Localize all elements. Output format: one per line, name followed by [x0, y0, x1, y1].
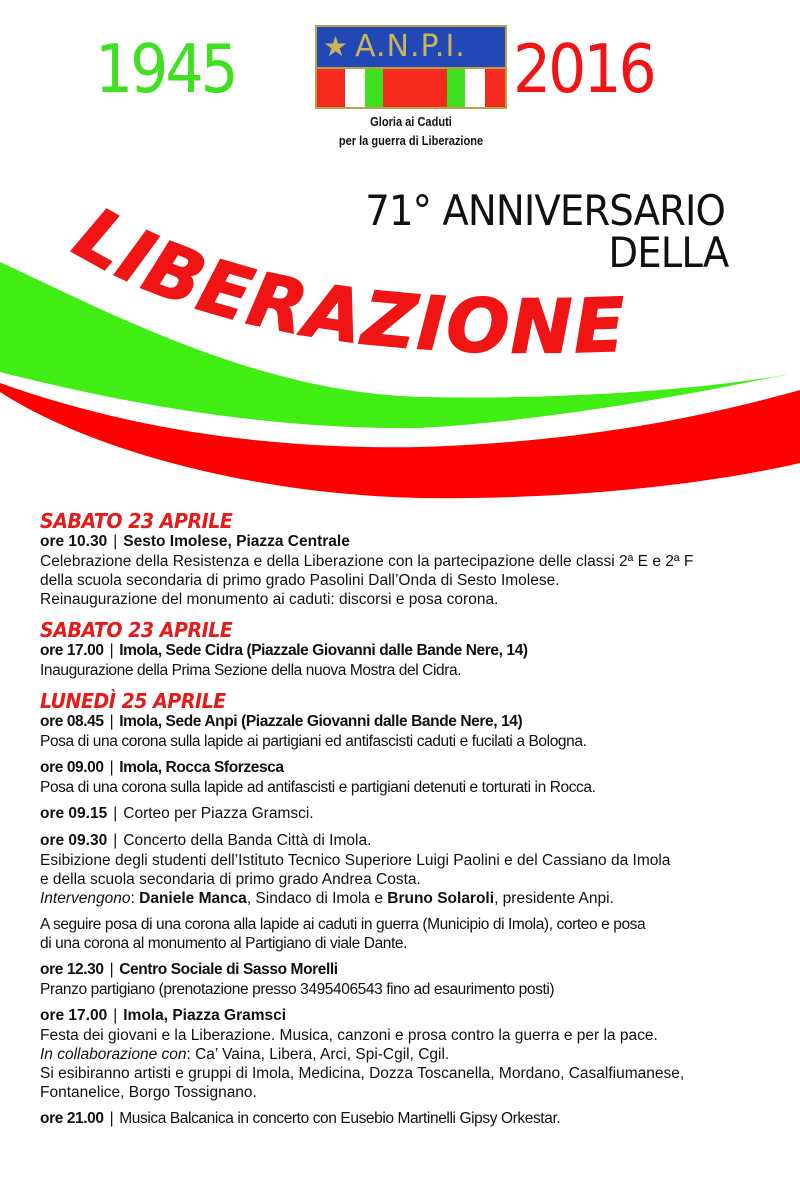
event-time: ore 08.45	[40, 713, 104, 730]
event-description: Celebrazione della Resistenza e della Liberazione con la partecipazione delle classi 2ª E e 2ª F	[40, 553, 694, 570]
event-header	[40, 1109, 780, 1129]
motto-line-1: Gloria ai Caduti	[370, 114, 452, 129]
stripe	[485, 69, 505, 107]
event-place: Imola, Sede Cidra (Piazzale Giovanni dalle Bande Nere, 14)	[119, 642, 528, 659]
event-time: ore 17.00	[40, 642, 104, 659]
stripe	[383, 69, 447, 107]
collab-label: In collaborazione con	[40, 1046, 187, 1063]
event-description: della scuola secondaria di primo grado Pasolini Dall’Onda di Sesto Imolese.	[40, 572, 560, 589]
speaker-role: , presidente Anpi.	[494, 890, 614, 907]
event-place: Corteo per Piazza Gramsci.	[123, 805, 314, 822]
day-heading: SABATO 23 APRILE	[40, 509, 233, 533]
day-heading: LUNEDÌ 25 APRILE	[40, 689, 226, 713]
separator: |	[109, 642, 114, 659]
event-header	[40, 831, 780, 851]
event-time: ore 17.00	[40, 1007, 108, 1024]
event-header	[40, 960, 780, 980]
badge-stripes	[317, 69, 505, 107]
event-description: Esibizione degli studenti dell’Istituto Tecnico Superiore Luigi Paolini e del Cassiano da Imola	[40, 852, 671, 869]
stripe	[317, 69, 345, 107]
event-time: ore 21.00	[40, 1110, 104, 1127]
event-header	[40, 758, 780, 778]
event-description: e della scuola secondaria di primo grado Andrea Costa.	[40, 871, 421, 888]
event-description: Fontanelice, Borgo Tossignano.	[40, 1084, 257, 1101]
event-place: Concerto della Banda Città di Imola.	[123, 832, 372, 849]
event-place: Centro Sociale di Sasso Morelli	[119, 961, 338, 978]
motto-line-2: per la guerra di Liberazione	[338, 133, 484, 148]
green-band	[0, 262, 790, 428]
separator: |	[109, 759, 114, 776]
separator: |	[109, 961, 114, 978]
title-liberazione: LIBERAZIONE	[60, 191, 628, 371]
speaker-name: Daniele Manca	[139, 890, 247, 907]
badge-top	[317, 27, 505, 69]
event-description: A seguire posa di una corona alla lapide ai caduti in guerra (Municipio di Imola), corteo e posa	[40, 916, 646, 933]
event-description: Si esibiranno artisti e gruppi di Imola, Medicina, Dozza Toscanella, Mordano, Casalfiumanese,	[40, 1065, 685, 1082]
event-header	[40, 1006, 780, 1026]
event-time: ore 09.00	[40, 759, 104, 776]
event-header	[40, 712, 780, 732]
separator: |	[113, 832, 118, 849]
event-time: ore 12.30	[40, 961, 104, 978]
speaker-name: Bruno Solaroli	[387, 890, 495, 907]
event-description: Pranzo partigiano (prenotazione presso 3495406543 fino ad esaurimento posti)	[40, 981, 555, 998]
event-header	[40, 804, 780, 824]
stripe	[465, 69, 485, 107]
title-anniversario: 71° ANNIVERSARIO	[365, 186, 725, 235]
event-place: Imola, Sede Anpi (Piazzale Giovanni dalle Bande Nere, 14)	[119, 713, 523, 730]
title-della: DELLA	[608, 228, 728, 277]
stripe	[447, 69, 465, 107]
speaker-role: , Sindaco di Imola e	[246, 890, 388, 907]
speakers-label: Intervengono	[40, 890, 131, 907]
event-place: Musica Balcanica in concerto con Eusebio Martinelli Gipsy Orkestar.	[119, 1110, 561, 1127]
event-header	[40, 532, 780, 552]
star-icon: ★	[323, 31, 349, 62]
speakers-line: Intervengono: Daniele Manca, Sindaco di Imola e Bruno Solaroli, presidente Anpi.	[40, 890, 614, 907]
event-description: di una corona al monumento al Partigiano di viale Dante.	[40, 935, 408, 952]
event-place: Sesto Imolese, Piazza Centrale	[123, 533, 350, 550]
separator: |	[113, 805, 118, 822]
separator: |	[113, 533, 118, 550]
anpi-badge	[315, 25, 507, 109]
event-place: Imola, Rocca Sforzesca	[119, 759, 284, 776]
stripe	[365, 69, 383, 107]
event-time: ore 09.30	[40, 832, 108, 849]
event-time: ore 10.30	[40, 533, 108, 550]
separator: |	[113, 1007, 118, 1024]
event-time: ore 09.15	[40, 805, 108, 822]
collab-line	[40, 1045, 780, 1064]
event-place: Imola, Piazza Gramsci	[123, 1007, 287, 1024]
event-description: Posa di una corona sulla lapide ad antifascisti e partigiani detenuti e torturati in Rocca.	[40, 779, 596, 796]
separator: |	[109, 1110, 114, 1127]
collab-text: : Ca’ Vaina, Libera, Arci, Spi-Cgil, Cgil.	[186, 1046, 450, 1063]
event-header	[40, 641, 780, 661]
event-description: Posa di una corona sulla lapide ai partigiani ed antifascisti caduti e fucilati a Bologna.	[40, 733, 587, 750]
event-description: Reinaugurazione del monumento ai caduti: discorsi e posa corona.	[40, 591, 499, 608]
program	[40, 510, 780, 1129]
stripe	[345, 69, 365, 107]
badge-text: A.N.P.I.	[355, 29, 466, 64]
year-end: 2016	[513, 30, 654, 109]
separator: |	[109, 713, 114, 730]
event-description: Festa dei giovani e la Liberazione. Musica, canzoni e prosa contro la guerra e per la pace.	[40, 1027, 658, 1044]
day-heading: SABATO 23 APRILE	[40, 618, 233, 642]
event-description: Inaugurazione della Prima Sezione della nuova Mostra del Cidra.	[40, 662, 462, 679]
year-start: 1945	[95, 30, 236, 109]
